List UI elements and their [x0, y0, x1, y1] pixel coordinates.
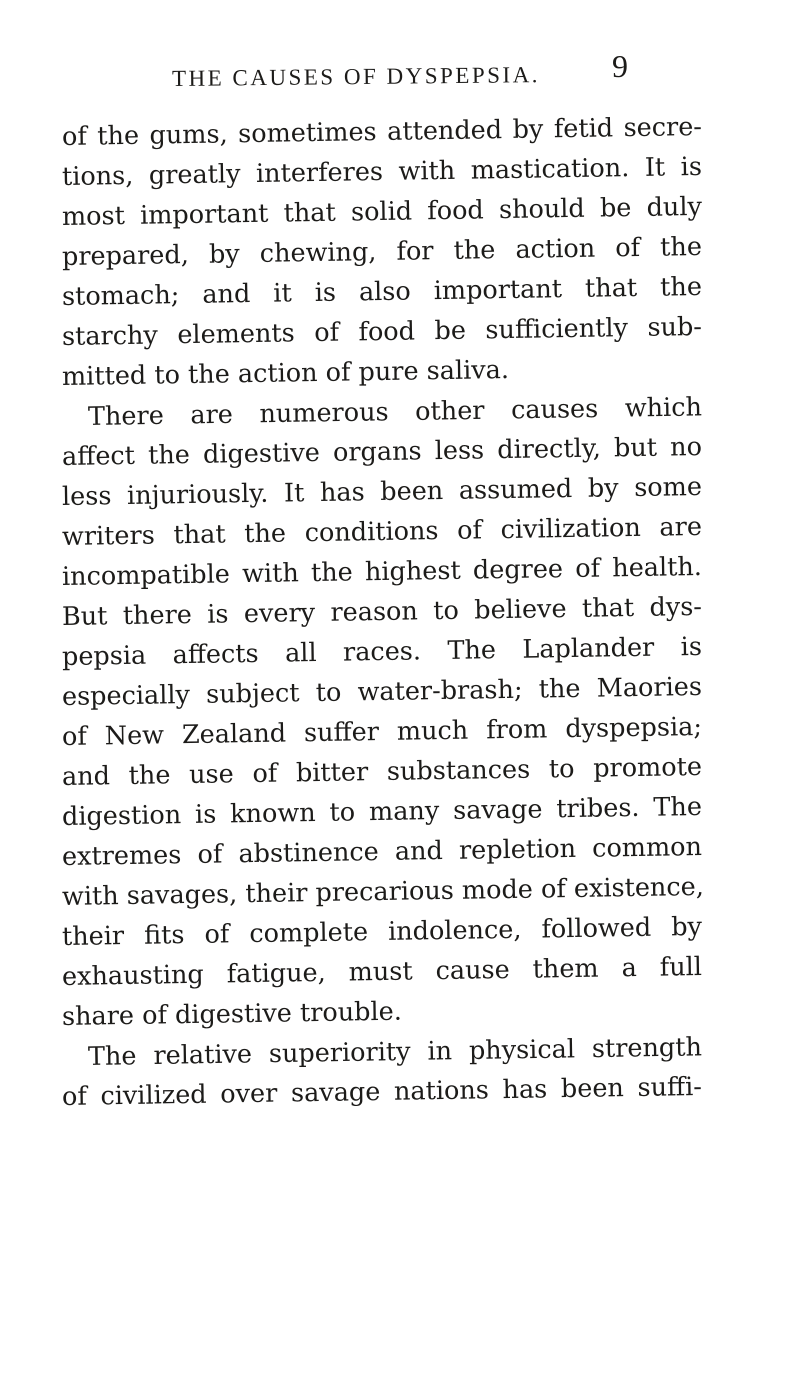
text-line: especially subject to water-brash; the Maories: [61, 671, 703, 712]
paragraph-first-line: The relative superiority in physical strength: [87, 1032, 703, 1072]
running-head: [0, 48, 800, 98]
text-line: exhausting fatigue, must cause them a full: [61, 951, 703, 992]
text-line: their fits of complete indolence, followed by: [61, 911, 703, 952]
text-line: stomach; and it is also important that the: [61, 271, 703, 312]
page-number: 9: [612, 48, 628, 84]
text-line: affect the digestive organs less directly, but no: [61, 431, 703, 472]
text-line: extremes of abstinence and repletion common: [61, 831, 703, 872]
text-line: writers that the conditions of civilization are: [61, 511, 703, 552]
text-line: But there is every reason to believe that dys-: [61, 591, 703, 632]
running-title: THE CAUSES OF DYSPEPSIA.: [171, 62, 541, 91]
text-line: digestion is known to many savage tribes. The: [61, 791, 703, 832]
text-line: of New Zealand suffer much from dyspepsia;: [61, 711, 703, 752]
text-line: starchy elements of food be sufficiently sub-: [61, 311, 703, 352]
text-line: of civilized over savage nations has been suffi-: [61, 1071, 703, 1112]
paragraph-first-line: There are numerous other causes which: [87, 392, 703, 432]
text-line: and the use of bitter substances to promote: [61, 751, 703, 792]
text-line: most important that solid food should be duly: [61, 191, 703, 232]
text-line: incompatible with the highest degree of health.: [61, 551, 703, 592]
text-line: prepared, by chewing, for the action of the: [61, 231, 703, 272]
text-line: tions, greatly interferes with mastication. It is: [61, 151, 703, 192]
text-line: mitted to the action of pure saliva.: [61, 354, 510, 392]
text-line: less injuriously. It has been assumed by some: [61, 471, 703, 512]
text-line: share of digestive trouble.: [61, 996, 403, 1032]
text-line: pepsia affects all races. The Laplander is: [61, 631, 703, 672]
text-line: of the gums, sometimes attended by fetid secre-: [61, 111, 703, 152]
text-line: with savages, their precarious mode of existence,: [61, 871, 705, 912]
